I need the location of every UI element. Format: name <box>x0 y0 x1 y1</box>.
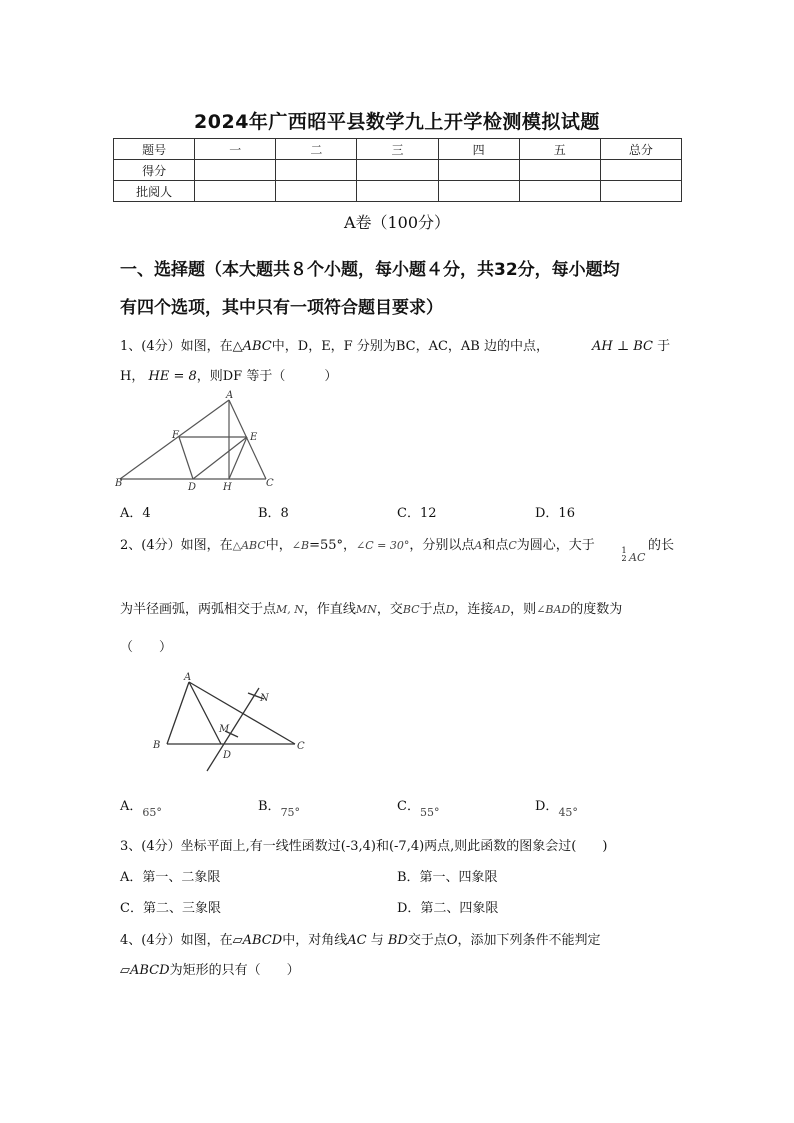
table-cell: 一 <box>195 139 276 160</box>
q4-text: ，添加下列条件不能判定 <box>457 933 601 948</box>
q1-text: 中，D，E，F 分别为BC，AC，AB 边的中点， <box>271 339 549 354</box>
table-cell <box>195 181 276 202</box>
label-d: D <box>223 750 232 761</box>
q2-math-mn2: MN <box>355 603 377 616</box>
q4-text: 交于点 <box>407 933 447 948</box>
label-h: H <box>223 482 232 493</box>
score-table-row <box>114 160 682 181</box>
q2-text: ，作直线 <box>303 602 356 617</box>
q2-option-c <box>397 795 440 819</box>
table-cell <box>195 160 276 181</box>
q2-option-b <box>258 795 301 819</box>
label-n: N <box>260 693 269 704</box>
label-c: C <box>266 478 274 489</box>
q1-text: 1、(4分）如图，在 <box>120 339 233 354</box>
q4-math-o: O <box>446 933 458 948</box>
q3-option-b: B．第一、四象限 <box>397 870 498 885</box>
label-b: B <box>115 478 123 489</box>
option-letter: D． <box>535 799 559 814</box>
q2-math-ac: AC <box>629 551 646 564</box>
section-heading-line1: 一、选择题（本大题共８个小题，每小题４分，共32分，每小题均 <box>120 260 620 280</box>
segment-de <box>193 437 247 479</box>
q2-math-pta: A <box>474 539 483 552</box>
q2-text: 的度数为 <box>570 602 623 617</box>
q2-text: 2、(4分）如图，在 <box>120 538 233 553</box>
q3-option-a: A．第一、二象限 <box>120 870 221 885</box>
q3-option-d: D．第二、四象限 <box>397 901 499 916</box>
q1-line2 <box>120 365 337 384</box>
q1-line1-right <box>592 335 670 354</box>
table-cell: 四 <box>438 139 519 160</box>
q2-math-d: D <box>445 603 455 616</box>
q2-math-tri: △ABC <box>232 539 266 552</box>
table-cell <box>600 181 681 202</box>
q2-text: 和点 <box>482 538 509 553</box>
q2-text: =55°， <box>309 538 356 553</box>
q4-text: 与 <box>370 933 384 948</box>
q2-math-bad: ∠BAD <box>536 603 571 616</box>
score-table-header-row <box>114 139 682 160</box>
table-cell: 总分 <box>600 139 681 160</box>
q4-line1 <box>120 929 601 948</box>
q4-text: 4、(4分）如图，在 <box>120 933 233 948</box>
q1-text: ，则DF 等于（ ） <box>196 369 338 384</box>
table-cell <box>519 181 600 202</box>
table-cell <box>600 160 681 181</box>
q1-figure <box>115 390 285 495</box>
option-value: 65° <box>142 806 162 819</box>
table-cell: 三 <box>357 139 438 160</box>
option-letter: C． <box>397 799 420 814</box>
q4-math-ac: AC <box>347 933 367 948</box>
table-cell: 得分 <box>114 160 195 181</box>
label-a: A <box>226 390 234 401</box>
option-value: 45° <box>558 806 578 819</box>
option-letter: A． <box>120 799 143 814</box>
q4-math-para: ▱ABCD <box>120 963 170 978</box>
q2-text: ，分别以点 <box>409 538 475 553</box>
q2-math-angb: ∠B <box>291 539 310 552</box>
table-cell <box>357 160 438 181</box>
label-a: A <box>184 672 192 683</box>
table-cell <box>276 160 357 181</box>
label-m: M <box>219 724 230 735</box>
q2-text-de-chang: 的长 <box>648 538 675 553</box>
q1-option-d: D．16 <box>535 506 575 521</box>
label-c: C <box>297 741 305 752</box>
q2-line3: （ ） <box>120 640 173 655</box>
q2-fraction <box>620 547 628 563</box>
table-cell: 二 <box>276 139 357 160</box>
q4-line2 <box>120 959 300 978</box>
exam-title: 2024年广西昭平县数学九上开学检测模拟试题 <box>194 111 600 133</box>
table-cell <box>438 160 519 181</box>
label-d: D <box>188 482 197 493</box>
q1-option-c: C．12 <box>397 506 437 521</box>
q2-line2 <box>120 598 622 617</box>
label-e: E <box>250 432 258 443</box>
q2-figure <box>145 668 320 776</box>
label-f: F <box>172 430 179 441</box>
section-heading-line2: 有四个选项，其中只有一项符合题目要求） <box>120 298 443 318</box>
q2-math-angc: ∠C = 30° <box>356 539 410 552</box>
q4-math-para: ▱ABCD <box>232 933 283 948</box>
score-table <box>113 138 682 202</box>
q4-text: 为矩形的只有（ ） <box>169 963 300 978</box>
table-cell: 题号 <box>114 139 195 160</box>
q2-math-ad: AD <box>493 603 511 616</box>
segment-fd <box>179 437 193 479</box>
q3-option-c: C．第二、三象限 <box>120 901 221 916</box>
table-cell <box>438 181 519 202</box>
q1-option-a: A．4 <box>120 506 151 521</box>
q4-text: 中，对角线 <box>282 933 348 948</box>
line-mn <box>207 688 259 771</box>
q2-text: 中， <box>265 538 292 553</box>
q2-text: ，连接 <box>454 602 494 617</box>
q1-text: H， <box>120 369 145 384</box>
q2-text: ，交 <box>376 602 403 617</box>
option-value: 75° <box>280 806 301 819</box>
segment-ab <box>167 682 189 744</box>
part-a-title: A卷（100分） <box>343 213 451 232</box>
q2-option-a <box>120 795 162 819</box>
option-value: 55° <box>419 806 440 819</box>
option-letter: B． <box>258 799 281 814</box>
q3-text: 3、(4分）坐标平面上,有一线性函数过(-3,4)和(-7,4)两点,则此函数的图象会过( ) <box>120 839 608 854</box>
q2-text: ，则 <box>510 602 537 617</box>
table-cell <box>357 181 438 202</box>
label-b: B <box>153 740 161 751</box>
q2-text: 为半径画弧，两弧相交于点 <box>120 602 277 617</box>
fraction-numerator: 1 <box>621 546 627 555</box>
q1-line1 <box>120 335 549 354</box>
q1-math-he: HE = 8 <box>148 369 197 384</box>
table-cell <box>519 160 600 181</box>
q2-text: 为圆心，大于 <box>516 538 595 553</box>
q1-math-perp: AH ⊥ BC <box>592 339 653 354</box>
table-cell: 批阅人 <box>114 181 195 202</box>
q1-option-b: B．8 <box>258 506 289 521</box>
q2-math-bc: BC <box>402 603 420 616</box>
table-cell: 五 <box>519 139 600 160</box>
q2-line1 <box>120 534 595 553</box>
q2-option-d <box>535 795 578 819</box>
q2-text: 于点 <box>419 602 446 617</box>
q4-math-bd: BD <box>387 933 408 948</box>
fraction-denominator: 2 <box>621 554 627 563</box>
q1-text: 于 <box>657 339 671 354</box>
q1-math-tri: △ABC <box>232 339 272 354</box>
table-cell <box>276 181 357 202</box>
q2-math-mn: M, N <box>276 603 304 616</box>
score-table-row <box>114 181 682 202</box>
q2-math-ptc: C <box>508 539 517 552</box>
